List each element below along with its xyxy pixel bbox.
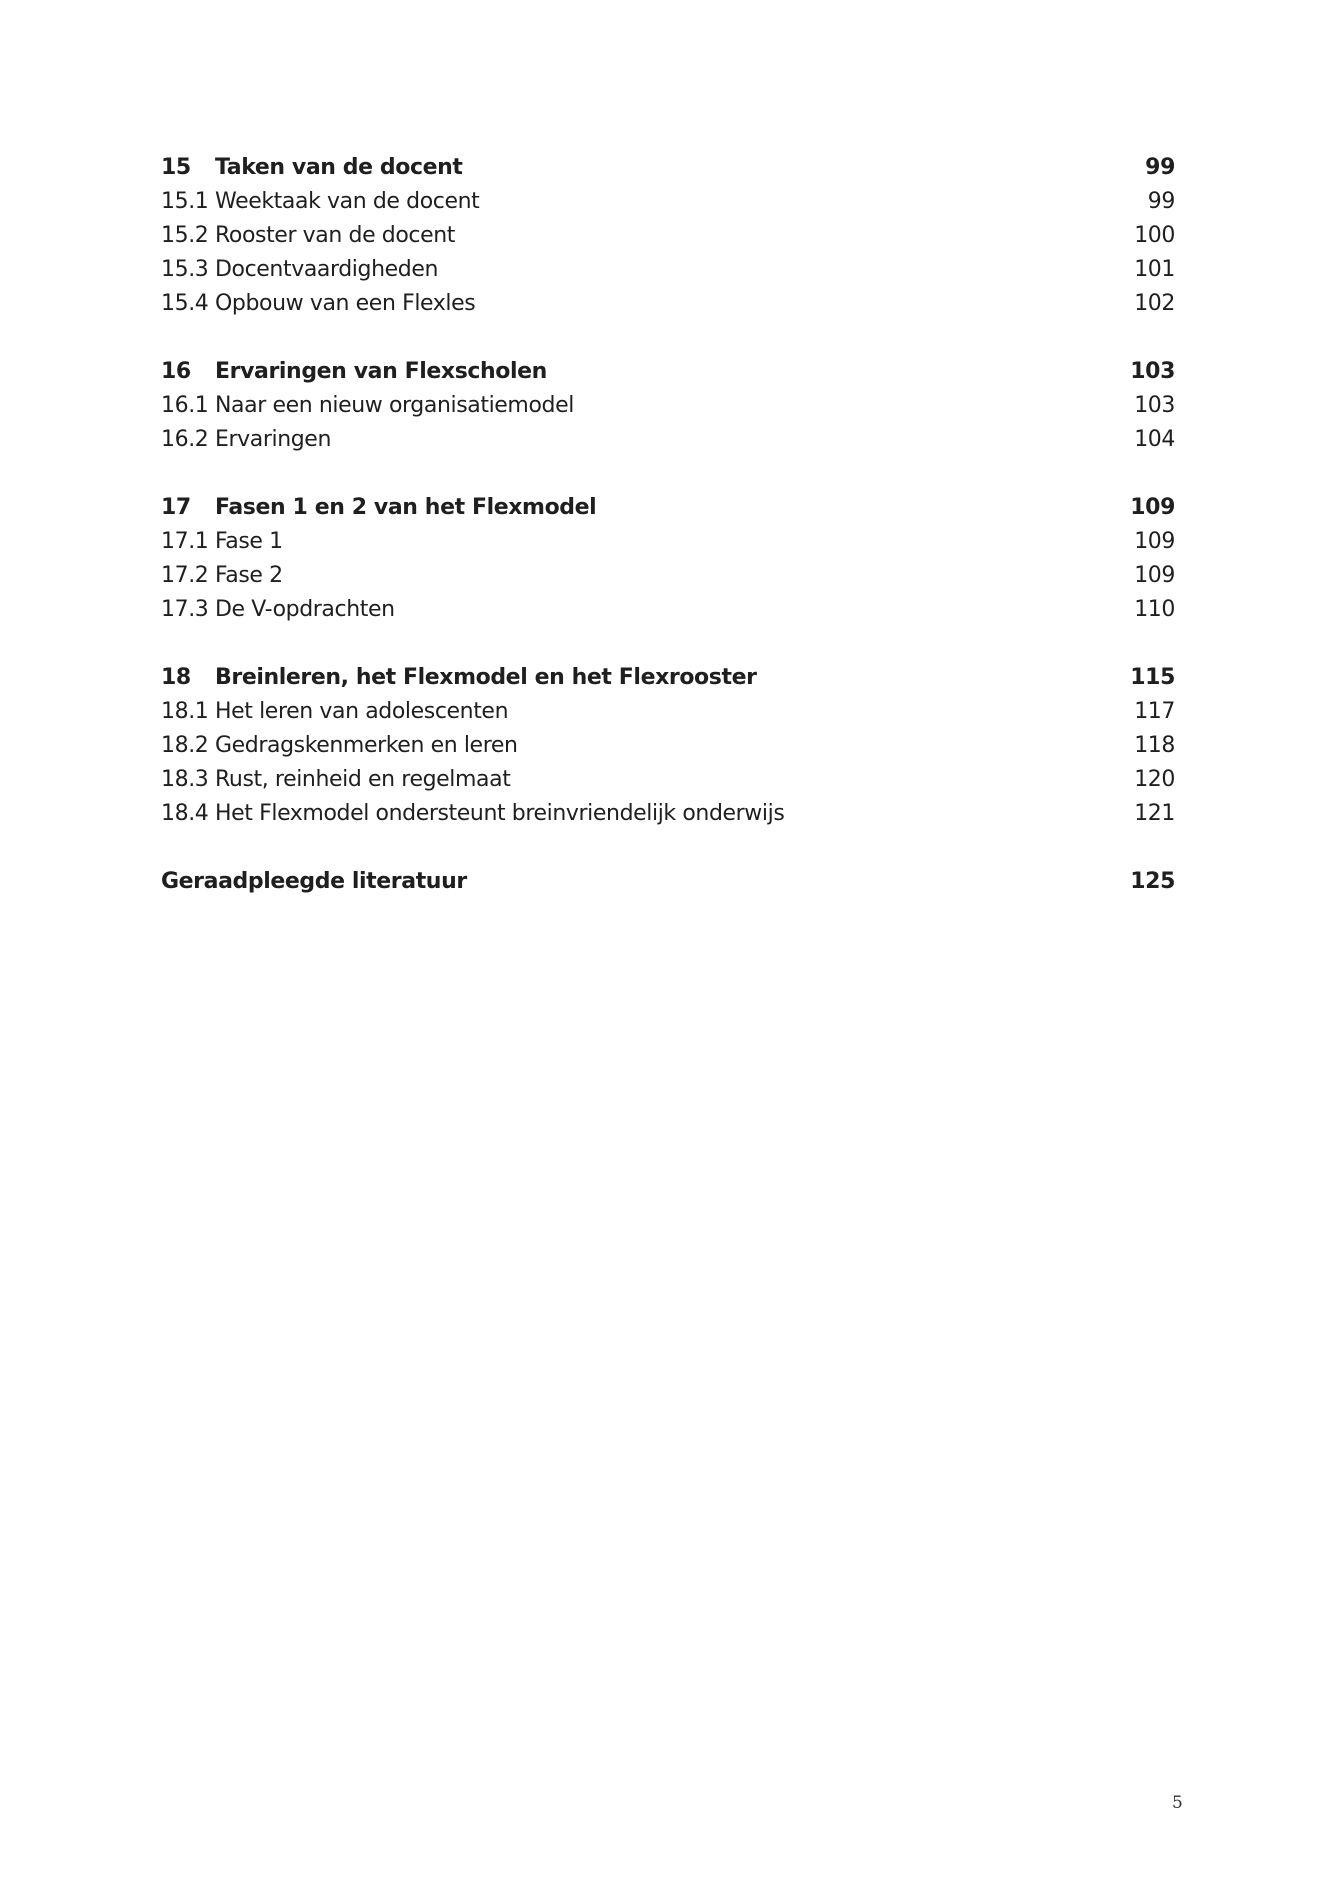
toc-item[interactable] — [161, 593, 1175, 627]
item-page: 100 — [1134, 223, 1175, 248]
toc-item[interactable] — [161, 797, 1175, 831]
toc-item[interactable] — [161, 423, 1175, 457]
item-title: Het Flexmodel ondersteunt breinvriendelijk onderwijs — [215, 801, 785, 826]
toc-chapter[interactable] — [161, 491, 1175, 525]
toc-item[interactable] — [161, 389, 1175, 423]
item-title: Docentvaardigheden — [215, 257, 439, 282]
item-page: 104 — [1134, 427, 1175, 452]
chapter-number: 16 — [161, 359, 191, 384]
item-page: 101 — [1134, 257, 1175, 282]
toc-item[interactable] — [161, 763, 1175, 797]
item-number: 18.2 — [161, 733, 209, 758]
item-page: 103 — [1134, 393, 1175, 418]
toc-item[interactable] — [161, 185, 1175, 219]
chapter-number: 18 — [161, 665, 191, 690]
chapter-title: Taken van de docent — [215, 155, 463, 180]
toc-chapter[interactable] — [161, 661, 1175, 695]
item-page: 109 — [1134, 563, 1175, 588]
chapter-title: Fasen 1 en 2 van het Flexmodel — [215, 495, 597, 520]
item-page: 110 — [1134, 597, 1175, 622]
toc-bibliography[interactable] — [161, 865, 1175, 899]
item-number: 18.3 — [161, 767, 209, 792]
page-number: 5 — [1172, 1793, 1183, 1813]
item-page: 109 — [1134, 529, 1175, 554]
item-title: Fase 1 — [215, 529, 283, 554]
toc-item[interactable] — [161, 559, 1175, 593]
item-title: Gedragskenmerken en leren — [215, 733, 518, 758]
item-number: 15.3 — [161, 257, 209, 282]
item-number: 16.2 — [161, 427, 209, 452]
toc-chapter[interactable] — [161, 355, 1175, 389]
item-page: 121 — [1134, 801, 1175, 826]
toc-section-15 — [161, 151, 1175, 321]
item-number: 15.1 — [161, 189, 209, 214]
chapter-title: Breinleren, het Flexmodel en het Flexrooster — [215, 665, 757, 690]
item-number: 17.3 — [161, 597, 209, 622]
chapter-number: 17 — [161, 495, 191, 520]
item-title: Rooster van de docent — [215, 223, 456, 248]
item-number: 18.4 — [161, 801, 209, 826]
toc-item[interactable] — [161, 287, 1175, 321]
item-number: 15.4 — [161, 291, 209, 316]
item-title: De V-opdrachten — [215, 597, 395, 622]
item-number: 15.2 — [161, 223, 209, 248]
item-title: Het leren van adolescenten — [215, 699, 509, 724]
toc-section-18 — [161, 661, 1175, 831]
item-page: 102 — [1134, 291, 1175, 316]
toc-item[interactable] — [161, 219, 1175, 253]
bibliography-title: Geraadpleegde literatuur — [161, 869, 467, 894]
chapter-number: 15 — [161, 155, 191, 180]
item-page: 99 — [1147, 189, 1175, 214]
item-page: 118 — [1134, 733, 1175, 758]
item-title: Weektaak van de docent — [215, 189, 480, 214]
chapter-page: 99 — [1145, 155, 1175, 180]
chapter-page: 103 — [1130, 359, 1175, 384]
toc-chapter[interactable] — [161, 151, 1175, 185]
chapter-page: 115 — [1130, 665, 1175, 690]
item-title: Opbouw van een Flexles — [215, 291, 476, 316]
toc-item[interactable] — [161, 729, 1175, 763]
item-title: Fase 2 — [215, 563, 283, 588]
item-number: 17.2 — [161, 563, 209, 588]
item-number: 16.1 — [161, 393, 209, 418]
toc-section-17 — [161, 491, 1175, 627]
chapter-page: 109 — [1130, 495, 1175, 520]
toc-item[interactable] — [161, 253, 1175, 287]
item-number: 17.1 — [161, 529, 209, 554]
chapter-title: Ervaringen van Flexscholen — [215, 359, 547, 384]
item-title: Ervaringen — [215, 427, 331, 452]
item-title: Rust, reinheid en regelmaat — [215, 767, 511, 792]
toc-item[interactable] — [161, 695, 1175, 729]
item-number: 18.1 — [161, 699, 209, 724]
item-title: Naar een nieuw organisatiemodel — [215, 393, 574, 418]
item-page: 117 — [1134, 699, 1175, 724]
bibliography-page: 125 — [1130, 869, 1175, 894]
table-of-contents — [161, 151, 1175, 933]
toc-bibliography-section — [161, 865, 1175, 899]
item-page: 120 — [1134, 767, 1175, 792]
toc-section-16 — [161, 355, 1175, 457]
toc-item[interactable] — [161, 525, 1175, 559]
